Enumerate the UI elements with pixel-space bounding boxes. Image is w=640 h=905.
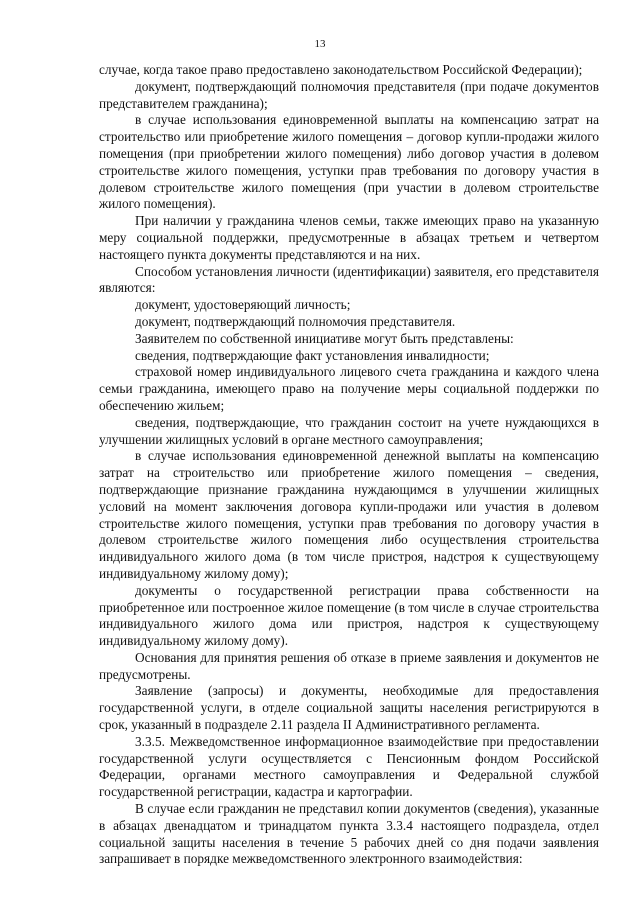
paragraph: в случае использования единовременной выплаты на компенсацию затрат на строительство или приобретение жилого помещения – договор купли-продажи жилого помещения (при приобретении жилого помещения) либо договор участия в долевом строительстве жилого помещения, уступки прав требования по договору участия в долевом строительстве жилого помещения (при участии в долевом строительстве жилого помещения).	[99, 112, 599, 212]
paragraph: документ, подтверждающий полномочия представителя.	[135, 313, 456, 329]
paragraph: Заявление (запросы) и документы, необходимые для предоставления государственной услуги, в отделе социальной защиты населения регистрируются в срок, указанный в подразделе 2.11 раздела II Административного регламента.	[99, 683, 599, 733]
body-text	[99, 62, 599, 868]
paragraph: в случае использования единовременной денежной выплаты на компенсацию затрат на строительство или приобретение жилого помещения – сведения, подтверждающие признание гражданина нуждающимся в улучшении жилищных условий на момент заключения договора купли-продажи или участия в долевом строительстве жилого помещения, уступки прав требования по договору участия в долевом строительстве жилого помещения либо осуществления строительства индивидуального жилого дома (в том числе пристроя, надстроя к существующему индивидуальному жилому дому);	[99, 448, 599, 581]
paragraph: документ, удостоверяющий личность;	[135, 297, 351, 313]
paragraph: документы о государственной регистрации права собственности на приобретенное или построенное жилое помещение (в том числе в случае строительства индивидуального жилого дома или пристроя, надстроя к существующему индивидуальному жилому дому).	[99, 582, 599, 649]
paragraph: сведения, подтверждающие, что гражданин состоит на учете нуждающихся в улучшении жилищных условий в органе местного самоуправления;	[99, 414, 599, 447]
paragraph: Основания для принятия решения об отказе в приеме заявления и документов не предусмотрены.	[99, 649, 599, 682]
paragraph: Способом установления личности (идентификации) заявителя, его представителя являются:	[99, 263, 599, 296]
paragraph: сведения, подтверждающие факт установления инвалидности;	[135, 347, 490, 363]
paragraph: страховой номер индивидуального лицевого счета гражданина и каждого члена семьи гражданина, имеющего право на получение меры социальной поддержки по обеспечению жильем;	[99, 364, 599, 413]
paragraph: 3.3.5. Межведомственное информационное взаимодействие при предоставлении государственной услуги осуществляется с Пенсионным фондом Российской Федерации, органами местного самоуправления и Федеральной службой государственной регистрации, кадастра и картографии.	[99, 733, 599, 800]
paragraph: документ, подтверждающий полномочия представителя (при подаче документов представителем гражданина);	[99, 78, 599, 111]
paragraph: Заявителем по собственной инициативе могут быть представлены:	[135, 330, 514, 346]
paragraph: В случае если гражданин не представил копии документов (сведения), указанные в абзацах двенадцатом и тринадцатом пункта 3.3.4 настоящего подраздела, отдел социальной защиты населения в течение 5 рабочих дней со дня подачи заявления запрашивает в порядке межведомственного электронного взаимодействия:	[99, 801, 599, 867]
paragraph: случае, когда такое право предоставлено законодательством Российской Федерации);	[99, 62, 583, 77]
paragraph: При наличии у гражданина членов семьи, также имеющих право на указанную меру социальной поддержки, предусмотренные в абзацах третьем и четвертом настоящего пункта документы представляются и на них.	[99, 213, 599, 262]
page-number: 13	[314, 38, 326, 50]
